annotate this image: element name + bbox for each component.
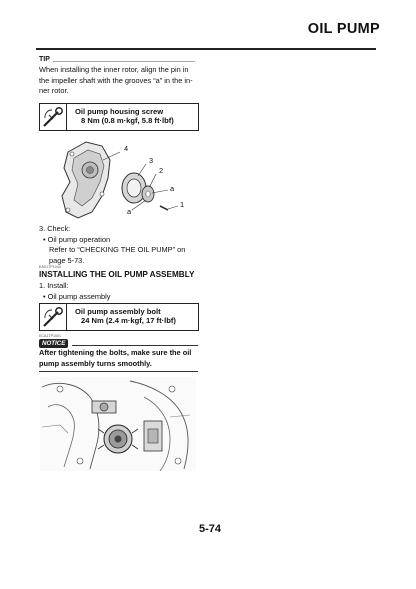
tip-divider bbox=[53, 61, 195, 62]
torque-value: 8 Nm (0.8 m·kgf, 5.8 ft·lbf) bbox=[81, 116, 174, 125]
callout-4: 4 bbox=[124, 144, 129, 153]
callout-1: 1 bbox=[180, 200, 185, 209]
check-step-label: 3. Check: bbox=[39, 224, 71, 233]
torque-wrench-icon bbox=[40, 104, 67, 130]
tip-text bbox=[39, 65, 193, 97]
install-step bbox=[39, 281, 110, 302]
notice-badge: NOTICE bbox=[39, 339, 68, 348]
notice-line-1: After tightening the bolts, make sure the oil bbox=[39, 348, 192, 357]
section-code: EAS1TP1044 bbox=[39, 265, 61, 269]
section-heading: INSTALLING THE OIL PUMP ASSEMBLY bbox=[39, 270, 195, 279]
install-bullet: • Oil pump assembly bbox=[43, 291, 111, 301]
torque-name: Oil pump housing screw bbox=[75, 107, 164, 116]
tip-line-1: When installing the inner rotor, align the pin in bbox=[39, 65, 189, 74]
callout-a-upper: a bbox=[170, 184, 175, 193]
torque-value: 24 Nm (2.4 m·kgf, 17 ft·lbf) bbox=[81, 316, 176, 325]
oil-pump-installed-figure bbox=[40, 377, 196, 471]
oil-pump-exploded-figure bbox=[48, 138, 198, 224]
check-bullet: • Oil pump operation bbox=[43, 234, 111, 244]
notice-divider bbox=[72, 345, 198, 346]
tip-label: TIP bbox=[39, 56, 50, 63]
callout-2: 2 bbox=[159, 166, 164, 175]
tip-line-3: ner rotor. bbox=[39, 86, 69, 96]
notice-text bbox=[39, 348, 191, 369]
callout-a-lower: a bbox=[127, 207, 132, 216]
torque-box-assembly-bolt bbox=[39, 303, 199, 331]
install-step-label: 1. Install: bbox=[39, 281, 69, 290]
torque-box-housing-screw bbox=[39, 103, 199, 131]
notice-code: ECA1TP1001 bbox=[39, 334, 61, 338]
notice-line-2: pump assembly turns smoothly. bbox=[39, 358, 152, 368]
page-title: OIL PUMP bbox=[307, 21, 380, 37]
header-rule bbox=[36, 48, 376, 50]
check-refer-1: Refer to “CHECKING THE OIL PUMP” on bbox=[49, 245, 186, 255]
torque-wrench-icon bbox=[40, 304, 67, 330]
torque-name: Oil pump assembly bolt bbox=[75, 307, 161, 316]
check-refer-2: page 5-73. bbox=[49, 255, 85, 265]
page-number: 5-74 bbox=[199, 523, 222, 535]
tip-line-2: the impeller shaft with the grooves “a” in the in- bbox=[39, 75, 193, 85]
check-step bbox=[39, 224, 185, 266]
callout-3: 3 bbox=[149, 156, 154, 165]
notice-end-rule bbox=[39, 371, 198, 372]
